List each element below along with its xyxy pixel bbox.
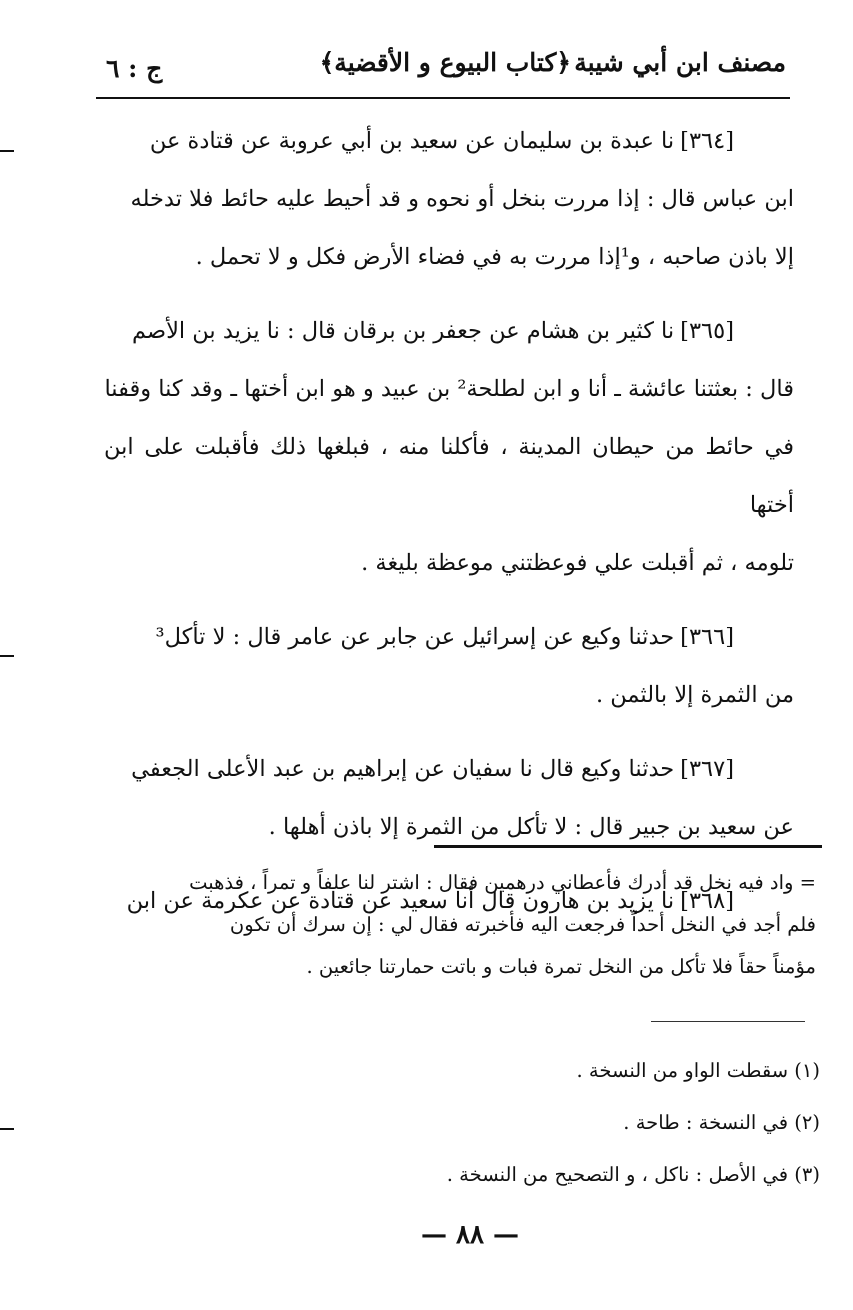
- edge-mark: [0, 150, 14, 152]
- chapter-title: ﴿كتاب البيوع و الأقضية﴾: [319, 48, 571, 77]
- text-line: عن سعيد بن جبير قال : لا تأكل من الثمرة إلا باذن أهلها .: [268, 814, 794, 840]
- hadith-entry-364: [104, 112, 794, 286]
- header-rule: [96, 97, 790, 99]
- line-text: نا يزيد بن هارون قال أنا سعيد عن قتادة عن عكرمة عن ابن: [126, 888, 675, 914]
- text-line: من الثمرة إلا بالثمن .: [595, 682, 794, 708]
- footnote-divider: [651, 1021, 805, 1022]
- continued-note: [130, 862, 816, 988]
- entry-number: [٣٦٤]: [680, 128, 734, 154]
- text-line: تلومه ، ثم أقبلت علي فوعظتني موعظة بليغة .: [361, 550, 794, 576]
- line-text: نا عبدة بن سليمان عن سعيد بن أبي عروبة عن قتادة عن: [149, 128, 675, 154]
- text-line: قال : بعثتنا عائشة ـ أنا و ابن لطلحة² بن عبيد و هو ابن أختها ـ وقد كنا وقفنا: [104, 376, 794, 402]
- text-line: ابن عباس قال : إذا مررت بنخل أو نحوه و قد أحيط عليه حائط فلا تدخله: [130, 186, 794, 212]
- edge-mark: [0, 655, 14, 657]
- text-line: [104, 112, 794, 170]
- main-text: [104, 112, 794, 946]
- footnote-2: (٢) في النسخة : طاحة .: [623, 1111, 820, 1134]
- volume-number: ج : ٦: [106, 54, 163, 83]
- text-line: [104, 740, 794, 798]
- hadith-entry-366: [104, 608, 794, 724]
- entry-number: [٣٦٧]: [680, 756, 734, 782]
- book-title: مصنف ابن أبي شيبة: [574, 48, 786, 77]
- footnote-1: (١) سقطت الواو من النسخة .: [576, 1059, 820, 1082]
- text-line: [104, 302, 794, 360]
- text-line: إلا باذن صاحبه ، و¹إذا مررت به في فضاء الأرض فكل و لا تحمل .: [195, 244, 794, 270]
- line-text: حدثنا وكيع عن إسرائيل عن جابر عن عامر قال : لا تأكل³: [155, 624, 675, 650]
- footnote-separator: [434, 845, 822, 848]
- note-line: مؤمناً حقاً فلا تأكل من النخل تمرة فبات و باتت حمارتنا جائعين .: [306, 955, 816, 978]
- page-header: [96, 40, 786, 96]
- text-line: في حائط من حيطان المدينة ، فأكلنا منه ، فبلغها ذلك فأقبلت على ابن أختها: [104, 434, 794, 518]
- page-number: — ٨٨ —: [420, 1220, 520, 1250]
- entry-number: [٣٦٥]: [680, 318, 734, 344]
- hadith-entry-367: [104, 740, 794, 856]
- note-line: = واد فيه نخل قد أدرك فأعطاني درهمين فقال : اشتر لنا علفاً و تمراً ، فذهبت: [189, 871, 816, 894]
- entry-number: [٣٦٨]: [680, 888, 734, 914]
- text-line: [104, 608, 794, 666]
- line-text: حدثنا وكيع قال نا سفيان عن إبراهيم بن عبد الأعلى الجعفي: [131, 756, 675, 782]
- line-text: نا كثير بن هشام عن جعفر بن برقان قال : نا يزيد بن الأصم: [131, 318, 675, 344]
- entry-number: [٣٦٦]: [680, 624, 734, 650]
- hadith-entry-365: [104, 302, 794, 592]
- edge-mark: [0, 1128, 14, 1130]
- note-line: فلم أجد في النخل أحداً فرجعت اليه فأخبرته فقال لي : إن سرك أن تكون: [229, 913, 816, 936]
- footnotes: [360, 1045, 820, 1201]
- footnote-3: (٣) في الأصل : ناكل ، و التصحيح من النسخة .: [446, 1163, 820, 1186]
